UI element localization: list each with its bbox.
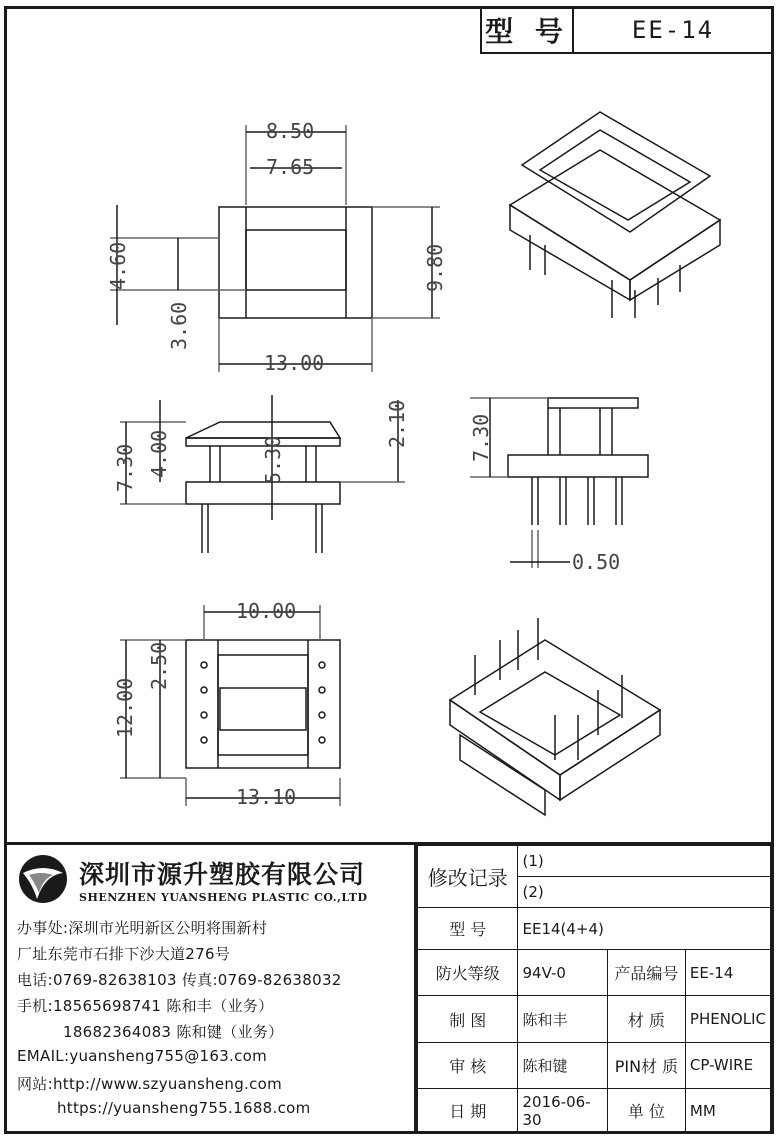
- drawn-by-value: 陈和丰: [518, 996, 607, 1042]
- pin-material-value: CP-WIRE: [685, 1042, 770, 1088]
- dim-front-right-height: 2.10: [385, 399, 409, 448]
- checked-by-label: 审 核: [418, 1042, 518, 1088]
- model-label: 型 号: [418, 908, 518, 950]
- product-no-value: EE-14: [685, 950, 770, 996]
- bottom-view: [120, 605, 340, 806]
- dim-top-height-left: 4.60: [106, 241, 130, 290]
- unit-label: 单 位: [607, 1088, 685, 1133]
- checked-by-value: 陈和键: [518, 1042, 607, 1088]
- company-name-en: SHENZHEN YUANSHENG PLASTIC CO.,LTD: [79, 891, 368, 904]
- dim-top-bottom-width: 13.00: [264, 351, 325, 375]
- website-2: https://yuansheng755.1688.com: [57, 1099, 311, 1117]
- email: EMAIL:yuansheng755@163.com: [17, 1047, 268, 1065]
- dim-side-pin-spacing: 0.50: [572, 550, 621, 574]
- revision-1: (1): [518, 846, 771, 877]
- revision-label: 修改记录: [418, 846, 518, 908]
- website-1: 网站:http://www.szyuansheng.com: [17, 1075, 283, 1093]
- side-view: [470, 398, 648, 568]
- dim-front-center-height: 5.30: [261, 435, 285, 484]
- dim-top-width-outer: 8.50: [266, 119, 315, 143]
- mobile-2: 18682364083 陈和键（业务）: [63, 1023, 284, 1041]
- dim-bottom-left-height: 12.00: [113, 677, 137, 738]
- product-no-label: 产品编号: [607, 950, 685, 996]
- dim-bottom-width: 13.10: [236, 785, 297, 809]
- revision-2: (2): [518, 877, 771, 908]
- pin-material-label: PIN材 质: [607, 1042, 685, 1088]
- company-panel: [7, 845, 417, 1134]
- isometric-view-top: [510, 112, 720, 318]
- isometric-view-bottom: [450, 618, 660, 815]
- fire-rating-label: 防火等级: [418, 950, 518, 996]
- dim-side-height: 7.30: [469, 413, 493, 462]
- phone-fax: 电话:0769-82638103 传真:0769-82638032: [17, 971, 342, 989]
- dim-front-inner-height: 4.00: [147, 429, 171, 478]
- mobile-1: 手机:18565698741 陈和丰（业务）: [17, 997, 274, 1015]
- title-block: [7, 842, 771, 1134]
- company-logo-icon: [15, 853, 71, 905]
- drawn-by-label: 制 图: [418, 996, 518, 1042]
- dim-bottom-pitch: 2.50: [147, 641, 171, 690]
- dim-top-height-right: 9.80: [423, 243, 447, 292]
- dim-top-height-inner: 3.60: [167, 301, 191, 350]
- dim-bottom-top-width: 10.00: [236, 599, 297, 623]
- material-value: PHENOLIC: [685, 996, 770, 1042]
- info-table: [417, 845, 771, 1134]
- factory-address: 厂址东莞市石排下沙大道276号: [17, 945, 231, 963]
- date-label: 日 期: [418, 1088, 518, 1133]
- office-address: 办事处:深圳市光明新区公明将围新村: [17, 919, 268, 937]
- date-value: 2016-06-30: [518, 1088, 607, 1133]
- company-header: [13, 851, 413, 911]
- dim-top-width-inner: 7.65: [266, 155, 315, 179]
- material-label: 材 质: [607, 996, 685, 1042]
- fire-rating-value: 94V-0: [518, 950, 607, 996]
- model-header-value: EE-14: [631, 16, 715, 44]
- company-name-cn: 深圳市源升塑胶有限公司: [79, 860, 366, 889]
- model-header-label: 型 号: [482, 8, 574, 52]
- dim-front-left-height: 7.30: [113, 443, 137, 492]
- model-value: EE14(4+4): [518, 908, 771, 950]
- unit-value: MM: [685, 1088, 770, 1133]
